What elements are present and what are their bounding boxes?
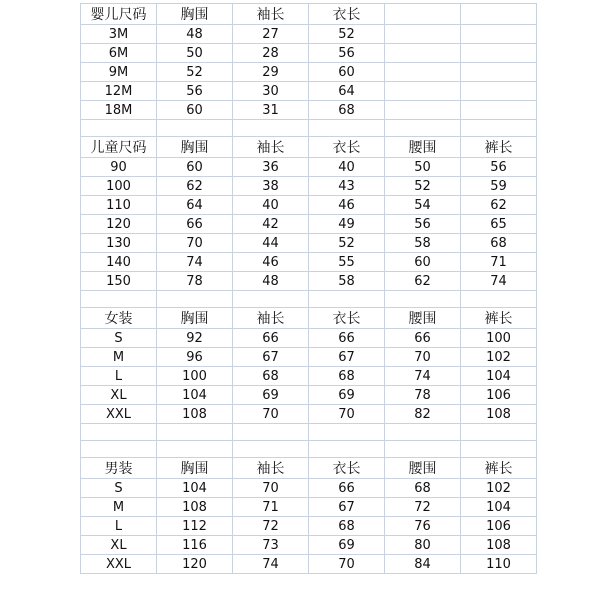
table-row (81, 405, 537, 424)
measurement-cell: 72 (385, 498, 461, 517)
size-chart-body (81, 4, 537, 574)
column-header-cell: 胸围 (157, 458, 233, 479)
measurement-cell: 112 (157, 517, 233, 536)
measurement-cell: 42 (233, 215, 309, 234)
measurement-cell: 60 (157, 101, 233, 120)
measurement-cell: 78 (385, 386, 461, 405)
size-label-cell: 110 (81, 196, 157, 215)
column-header-cell (385, 4, 461, 25)
empty-cell (157, 441, 233, 458)
measurement-cell: 108 (461, 405, 537, 424)
measurement-cell: 65 (461, 215, 537, 234)
measurement-cell: 104 (461, 498, 537, 517)
table-row (81, 63, 537, 82)
measurement-cell: 74 (461, 272, 537, 291)
table-row (81, 386, 537, 405)
measurement-cell: 60 (309, 63, 385, 82)
measurement-cell: 67 (309, 498, 385, 517)
empty-cell (157, 291, 233, 308)
measurement-cell: 104 (157, 479, 233, 498)
table-row (81, 367, 537, 386)
table-row (81, 82, 537, 101)
table-row (81, 158, 537, 177)
measurement-cell: 71 (461, 253, 537, 272)
measurement-cell: 49 (309, 215, 385, 234)
measurement-cell: 40 (309, 158, 385, 177)
measurement-cell: 43 (309, 177, 385, 196)
measurement-cell: 62 (461, 196, 537, 215)
measurement-cell: 102 (461, 479, 537, 498)
size-label-cell: XL (81, 536, 157, 555)
size-label-cell: S (81, 329, 157, 348)
size-label-cell: L (81, 517, 157, 536)
measurement-cell: 82 (385, 405, 461, 424)
measurement-cell: 108 (157, 498, 233, 517)
measurement-cell: 70 (309, 555, 385, 574)
measurement-cell: 56 (385, 215, 461, 234)
table-row (81, 25, 537, 44)
measurement-cell: 84 (385, 555, 461, 574)
empty-cell (309, 441, 385, 458)
table-row (81, 517, 537, 536)
empty-cell (157, 424, 233, 441)
empty-cell (385, 424, 461, 441)
measurement-cell: 96 (157, 348, 233, 367)
measurement-cell: 66 (309, 479, 385, 498)
table-row (81, 215, 537, 234)
column-header-cell: 袖长 (233, 458, 309, 479)
empty-cell (461, 441, 537, 458)
empty-cell (81, 424, 157, 441)
measurement-cell: 68 (309, 367, 385, 386)
measurement-cell: 66 (309, 329, 385, 348)
measurement-cell: 73 (233, 536, 309, 555)
table-row (81, 253, 537, 272)
measurement-cell (461, 44, 537, 63)
measurement-cell: 52 (385, 177, 461, 196)
measurement-cell: 104 (461, 367, 537, 386)
size-label-cell: 6M (81, 44, 157, 63)
measurement-cell: 120 (157, 555, 233, 574)
size-label-cell: 140 (81, 253, 157, 272)
spacer-row (81, 441, 537, 458)
empty-cell (385, 441, 461, 458)
size-chart-table (80, 3, 537, 574)
column-header-cell: 裤长 (461, 137, 537, 158)
empty-cell (309, 424, 385, 441)
measurement-cell: 58 (309, 272, 385, 291)
measurement-cell: 68 (385, 479, 461, 498)
table-row (81, 272, 537, 291)
spacer-row (81, 120, 537, 137)
measurement-cell (461, 101, 537, 120)
empty-cell (81, 120, 157, 137)
measurement-cell: 48 (233, 272, 309, 291)
measurement-cell: 52 (157, 63, 233, 82)
empty-cell (233, 424, 309, 441)
column-header-cell: 胸围 (157, 308, 233, 329)
measurement-cell: 30 (233, 82, 309, 101)
measurement-cell: 70 (233, 405, 309, 424)
measurement-cell (461, 63, 537, 82)
measurement-cell: 66 (233, 329, 309, 348)
measurement-cell: 46 (233, 253, 309, 272)
measurement-cell (385, 25, 461, 44)
column-header-cell: 衣长 (309, 4, 385, 25)
column-header-cell: 裤长 (461, 458, 537, 479)
measurement-cell: 40 (233, 196, 309, 215)
measurement-cell: 59 (461, 177, 537, 196)
measurement-cell: 71 (233, 498, 309, 517)
measurement-cell: 38 (233, 177, 309, 196)
measurement-cell: 68 (309, 101, 385, 120)
size-label-cell: 120 (81, 215, 157, 234)
table-row (81, 44, 537, 63)
column-header-cell: 衣长 (309, 308, 385, 329)
column-header-cell: 袖长 (233, 308, 309, 329)
measurement-cell: 50 (385, 158, 461, 177)
table-row (81, 348, 537, 367)
measurement-cell: 64 (157, 196, 233, 215)
measurement-cell: 92 (157, 329, 233, 348)
section-header-row (81, 308, 537, 329)
table-row (81, 101, 537, 120)
measurement-cell: 70 (233, 479, 309, 498)
measurement-cell (385, 82, 461, 101)
section-title-cell: 女装 (81, 308, 157, 329)
measurement-cell: 106 (461, 386, 537, 405)
empty-cell (385, 120, 461, 137)
empty-cell (233, 120, 309, 137)
measurement-cell: 72 (233, 517, 309, 536)
measurement-cell: 64 (309, 82, 385, 101)
size-label-cell: 9M (81, 63, 157, 82)
empty-cell (461, 424, 537, 441)
column-header-cell: 袖长 (233, 137, 309, 158)
table-row (81, 234, 537, 253)
measurement-cell: 58 (385, 234, 461, 253)
measurement-cell: 116 (157, 536, 233, 555)
measurement-cell: 27 (233, 25, 309, 44)
size-label-cell: M (81, 498, 157, 517)
measurement-cell: 102 (461, 348, 537, 367)
column-header-cell: 腰围 (385, 458, 461, 479)
column-header-cell: 衣长 (309, 137, 385, 158)
measurement-cell (385, 63, 461, 82)
size-label-cell: M (81, 348, 157, 367)
table-row (81, 196, 537, 215)
size-label-cell: 90 (81, 158, 157, 177)
size-label-cell: S (81, 479, 157, 498)
size-label-cell: 3M (81, 25, 157, 44)
section-header-row (81, 137, 537, 158)
measurement-cell: 108 (157, 405, 233, 424)
column-header-cell: 胸围 (157, 4, 233, 25)
measurement-cell: 69 (309, 386, 385, 405)
measurement-cell: 76 (385, 517, 461, 536)
size-label-cell: 130 (81, 234, 157, 253)
spacer-row (81, 424, 537, 441)
measurement-cell: 50 (157, 44, 233, 63)
measurement-cell: 100 (461, 329, 537, 348)
measurement-cell: 56 (157, 82, 233, 101)
measurement-cell: 70 (309, 405, 385, 424)
measurement-cell: 60 (157, 158, 233, 177)
measurement-cell: 67 (233, 348, 309, 367)
column-header-cell: 腰围 (385, 308, 461, 329)
measurement-cell: 52 (309, 25, 385, 44)
measurement-cell: 68 (309, 517, 385, 536)
size-label-cell: L (81, 367, 157, 386)
measurement-cell: 56 (309, 44, 385, 63)
measurement-cell: 28 (233, 44, 309, 63)
empty-cell (461, 120, 537, 137)
empty-cell (309, 120, 385, 137)
empty-cell (157, 120, 233, 137)
column-header-cell: 袖长 (233, 4, 309, 25)
measurement-cell (385, 44, 461, 63)
measurement-cell: 60 (385, 253, 461, 272)
measurement-cell: 69 (309, 536, 385, 555)
measurement-cell: 74 (157, 253, 233, 272)
measurement-cell: 52 (309, 234, 385, 253)
table-row (81, 329, 537, 348)
measurement-cell: 69 (233, 386, 309, 405)
measurement-cell (461, 82, 537, 101)
table-row (81, 498, 537, 517)
column-header-cell: 衣长 (309, 458, 385, 479)
measurement-cell: 74 (233, 555, 309, 574)
column-header-cell: 腰围 (385, 137, 461, 158)
measurement-cell: 70 (157, 234, 233, 253)
size-label-cell: 150 (81, 272, 157, 291)
measurement-cell: 29 (233, 63, 309, 82)
measurement-cell: 66 (385, 329, 461, 348)
empty-cell (233, 291, 309, 308)
measurement-cell (385, 101, 461, 120)
section-title-cell: 儿童尺码 (81, 137, 157, 158)
empty-cell (233, 441, 309, 458)
size-label-cell: XXL (81, 555, 157, 574)
measurement-cell: 70 (385, 348, 461, 367)
measurement-cell: 78 (157, 272, 233, 291)
table-row (81, 177, 537, 196)
column-header-cell: 裤长 (461, 308, 537, 329)
size-label-cell: XL (81, 386, 157, 405)
table-row (81, 536, 537, 555)
measurement-cell: 108 (461, 536, 537, 555)
measurement-cell: 31 (233, 101, 309, 120)
measurement-cell: 55 (309, 253, 385, 272)
column-header-cell: 胸围 (157, 137, 233, 158)
section-title-cell: 婴儿尺码 (81, 4, 157, 25)
measurement-cell: 80 (385, 536, 461, 555)
measurement-cell: 68 (461, 234, 537, 253)
column-header-cell (461, 4, 537, 25)
table-row (81, 479, 537, 498)
measurement-cell: 104 (157, 386, 233, 405)
measurement-cell: 46 (309, 196, 385, 215)
measurement-cell: 62 (157, 177, 233, 196)
empty-cell (81, 441, 157, 458)
size-label-cell: 12M (81, 82, 157, 101)
measurement-cell: 62 (385, 272, 461, 291)
section-header-row (81, 458, 537, 479)
section-title-cell: 男装 (81, 458, 157, 479)
measurement-cell: 100 (157, 367, 233, 386)
empty-cell (81, 291, 157, 308)
measurement-cell (461, 25, 537, 44)
measurement-cell: 36 (233, 158, 309, 177)
measurement-cell: 48 (157, 25, 233, 44)
measurement-cell: 66 (157, 215, 233, 234)
empty-cell (461, 291, 537, 308)
spacer-row (81, 291, 537, 308)
measurement-cell: 44 (233, 234, 309, 253)
empty-cell (385, 291, 461, 308)
size-label-cell: 100 (81, 177, 157, 196)
table-row (81, 555, 537, 574)
size-label-cell: XXL (81, 405, 157, 424)
measurement-cell: 106 (461, 517, 537, 536)
measurement-cell: 110 (461, 555, 537, 574)
measurement-cell: 56 (461, 158, 537, 177)
empty-cell (309, 291, 385, 308)
measurement-cell: 54 (385, 196, 461, 215)
measurement-cell: 74 (385, 367, 461, 386)
size-label-cell: 18M (81, 101, 157, 120)
measurement-cell: 68 (233, 367, 309, 386)
section-header-row (81, 4, 537, 25)
measurement-cell: 67 (309, 348, 385, 367)
